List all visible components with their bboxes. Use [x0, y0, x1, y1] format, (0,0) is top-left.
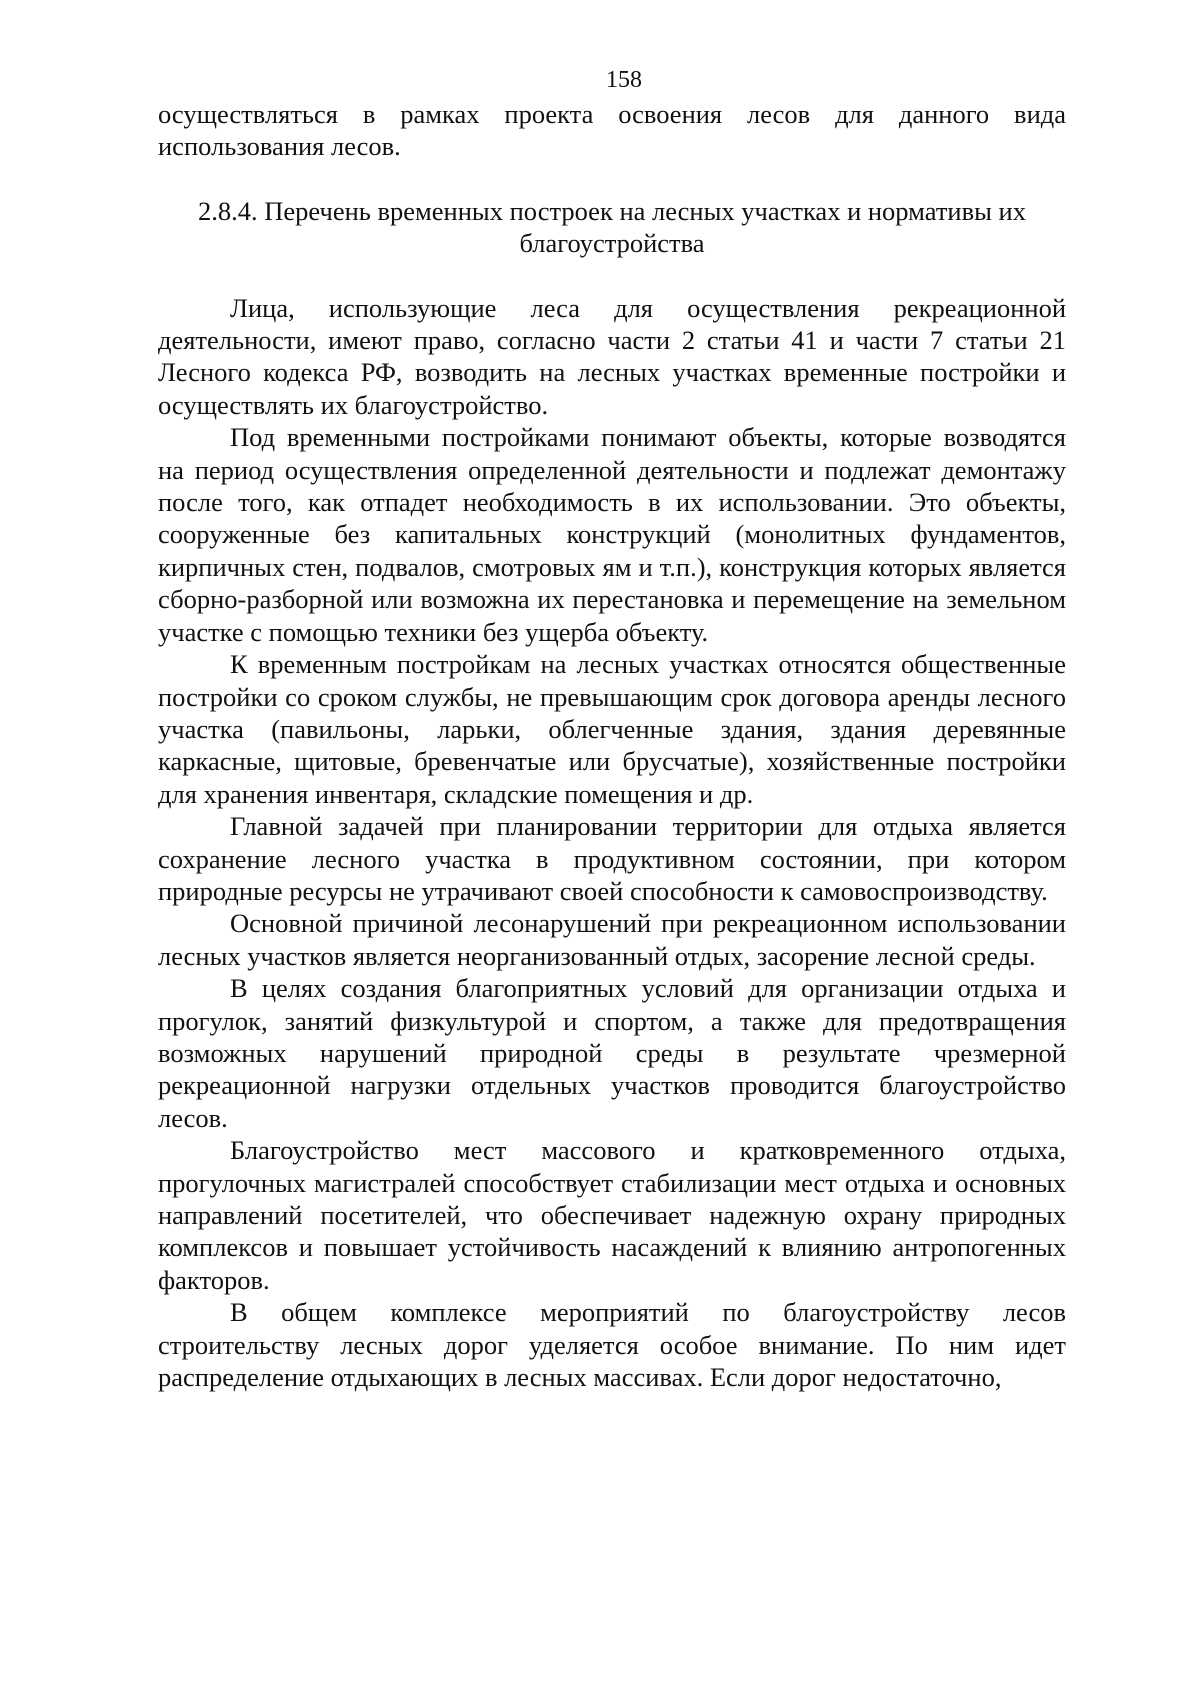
body-paragraph: В целях создания благоприятных условий для организации отдыха и прогулок, занятий физкультурой и спортом, а также для предотвращения возможных нарушений природной среды в результате чрезмерной рекреационной нагрузки отдельных участков проводится благоустройство лесов. [158, 973, 1066, 1133]
body-paragraph: Благоустройство мест массового и кратковременного отдыха, прогулочных магистралей способствует стабилизации мест отдыха и основных направлений посетителей, что обеспечивает надежную охрану природных комплексов и повышает устойчивость насаждений к влиянию антропогенных факторов. [158, 1135, 1066, 1295]
body-paragraph: К временным постройкам на лесных участках относятся общественные постройки со сроком службы, не превышающим срок договора аренды лесного участка (павильоны, ларьки, облегченные здания, здания деревянные каркасные, щитовые, бревенчатые или брусчатые), хозяйственные постройки для хранения инвентаря, складские помещения и др. [158, 649, 1066, 809]
page-number: 158 [606, 67, 642, 93]
body-paragraph: В общем комплексе мероприятий по благоустройству лесов строительству лесных дорог уделяется особое внимание. По ним идет распределение отдыхающих в лесных массивах. Если дорог недостаточно, [158, 1297, 1066, 1393]
document-page [158, 64, 1066, 1393]
body-paragraph: Под временными постройками понимают объекты, которые возводятся на период осуществления определенной деятельности и подлежат демонтажу после того, как отпадет необходимость в их использовании. Это объекты, сооруженные без капитальных конструкций (монолитных фундаментов, кирпичных стен, подвалов, смотровых ям и т.п.), конструкция которых является сборно-разборной или возможна их перестановка и перемещение на земельном участке с помощью техники без ущерба объекту. [158, 422, 1066, 647]
continuation-paragraph: осуществляться в рамках проекта освоения лесов для данного вида использования лесов. [158, 99, 1066, 162]
body-paragraph: Основной причиной лесонарушений при рекреационном использовании лесных участков является неорганизованный отдых, засорение лесной среды. [158, 908, 1066, 971]
section-heading: 2.8.4. Перечень временных построек на лесных участках и нормативы их благоустройства [198, 195, 1026, 259]
body-paragraph: Лица, использующие леса для осуществления рекреационной деятельности, имеют право, согласно части 2 статьи 41 и части 7 статьи 21 Лесного кодекса РФ, возводить на лесных участках временные постройки и осуществлять их благоустройство. [158, 292, 1066, 420]
body-paragraph: Главной задачей при планировании территории для отдыха является сохранение лесного участка в продуктивном состоянии, при котором природные ресурсы не утрачивают своей способности к самовоспроизводству. [158, 811, 1066, 906]
